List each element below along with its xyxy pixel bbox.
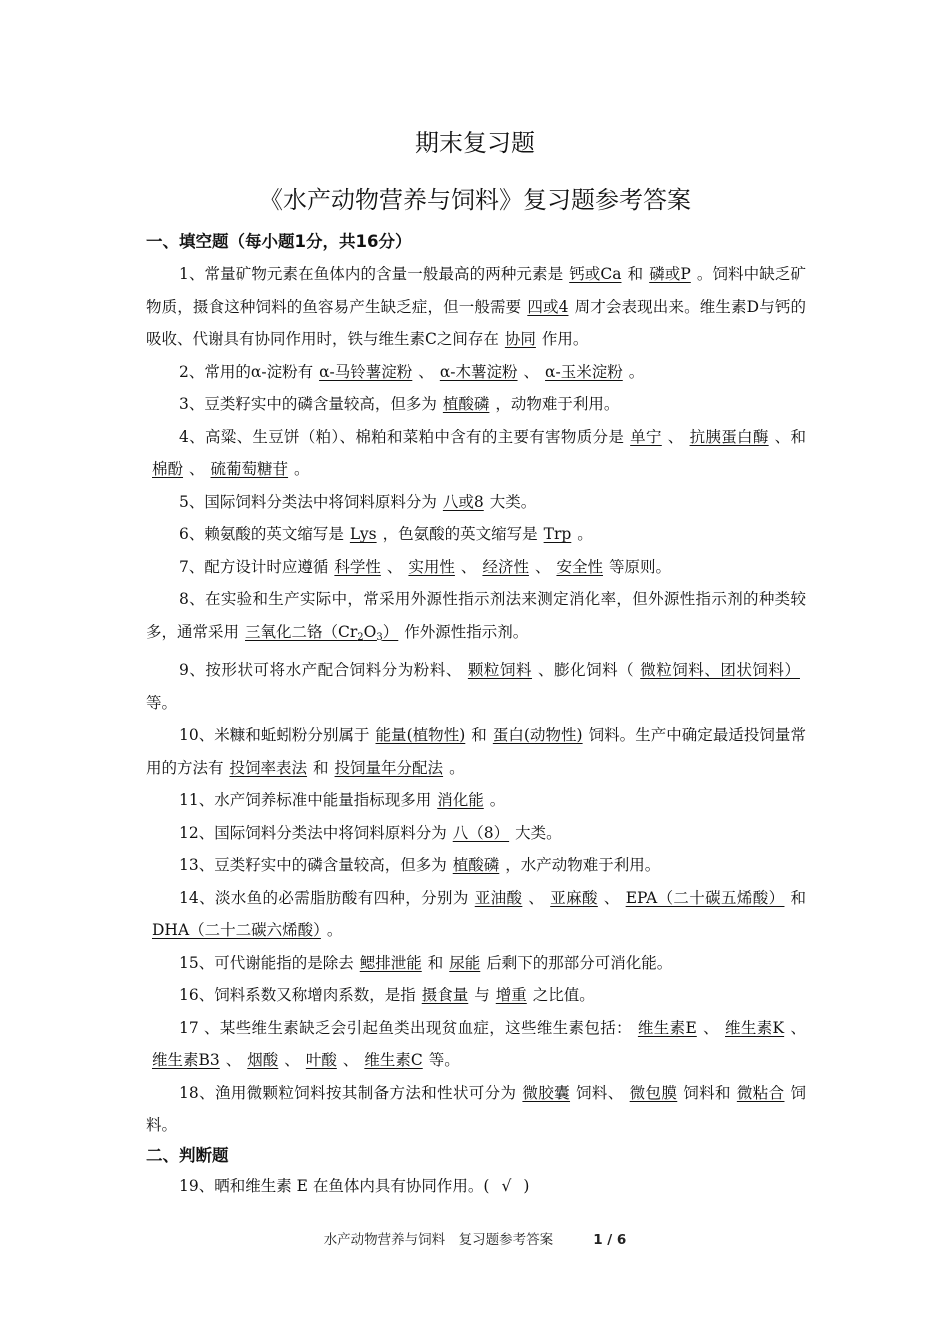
answer: 单宁: [630, 427, 662, 446]
answer: 颗粒饲料: [467, 661, 533, 679]
question-7: 7、配方设计时应遵循 科学性 、 实用性 、 经济性 、 安全性 等原则。: [179, 557, 671, 576]
answer: Trp: [543, 525, 572, 543]
question-8: 8、在实验和生产实际中，常采用外源性指示剂法来测定消化率，但外源性指示剂的种类较多，通常采用 三氧化二铬$(Cr_2O_3)$ 作外源性指示剂。: [146, 590, 806, 643]
answer: 三氧化二铬$(Cr_2O_3)$: [245, 622, 399, 643]
answer: DHA（二十二碳六烯酸）: [152, 921, 321, 939]
answer: 维生素C: [364, 1051, 423, 1069]
answer: 蛋白(动物性): [492, 726, 583, 744]
answer: 实用性: [408, 557, 455, 576]
answer: 科学性: [334, 557, 381, 576]
answer: α-马铃薯淀粉: [319, 362, 413, 381]
answer: 摄食量: [421, 986, 469, 1004]
answer: 硫葡萄糖苷: [210, 460, 289, 478]
answer: 维生素E: [637, 1018, 697, 1037]
answer: 投饲量年分配法: [334, 758, 444, 777]
question-16: 16、饲料系数又称增肉系数，是指 摄食量 与 增重 之比值。: [179, 986, 595, 1004]
question-9: 9、按形状可将水产配合饲料分为粉料、 颗粒饲料 、膨化饲料（ 微粒饲料、团状饲料）等。: [146, 654, 806, 719]
answer: 亚油酸: [474, 888, 523, 907]
section-heading-judgement: 二、判断题: [146, 1145, 229, 1165]
question-17: 17 、某些维生素缺乏会引起鱼类出现贫血症，这些维生素包括： 维生素E 、 维生素K 、维生素B3 、 烟酸 、 叶酸 、 维生素C 等。: [146, 1012, 806, 1077]
question-18: 18、渔用微颗粒饲料按其制备方法和性状可分为 微胶囊 饲料、 微包膜 饲料和 微粘合 饲料。: [146, 1083, 806, 1134]
answer: 投饲率表法: [229, 758, 308, 777]
answer: Lys: [349, 525, 377, 543]
question-11: 11、水产饲养标准中能量指标现多用 消化能 。: [179, 791, 506, 809]
answer: 尿能: [449, 953, 481, 972]
answer: EPA（二十碳五烯酸）: [625, 888, 785, 907]
answer: 烟酸: [247, 1051, 279, 1069]
footer-text: 水产动物营养与饲料 复习题参考答案: [323, 1232, 554, 1248]
answer: 维生素B3: [152, 1051, 220, 1069]
answer: 植酸磷: [442, 395, 490, 413]
question-19: 19、晒和维生素 E 在鱼体内具有协同作用。( √ ): [179, 1176, 530, 1195]
answer: 八或8: [442, 492, 484, 511]
answer: 经济性: [482, 557, 529, 576]
answer: 鳃排泄能: [359, 953, 422, 972]
page-footer: [0, 1230, 950, 1250]
answer: 微粒饲料、团状饲料）: [640, 661, 800, 679]
question-list: [146, 258, 806, 1202]
question-1: 1、常量矿物元素在鱼体内的含量一般最高的两种元素是 钙或Ca 和 磷或P 。饲料中缺乏矿物质，摄食这种饲料的鱼容易产生缺乏症，但一般需要 四或4 周才会表现出来。维生素D与钙的吸收、代谢具有协同作用时，铁与维生素C之间存在 协同 作用。: [146, 265, 806, 348]
answer: 能量(植物性): [375, 726, 466, 744]
answer: √: [501, 1176, 512, 1195]
answer: 增重: [495, 986, 527, 1004]
section-heading-fill-in: 一、填空题（每小题1分，共16分）: [146, 232, 412, 251]
question-14: 14、淡水鱼的必需脂肪酸有四种，分别为 亚油酸 、 亚麻酸 、 EPA（二十碳五烯酸） 和DHA（二十二碳六烯酸） 。: [146, 882, 806, 947]
page-title: 期末复习题: [415, 129, 535, 157]
question-3: 3、豆类籽实中的磷含量较高，但多为 植酸磷 ，动物难于利用。: [179, 395, 620, 413]
question-12: 12、国际饲料分类法中将饲料原料分为 八（8） 大类。: [179, 823, 562, 842]
answer: 棉酚: [152, 460, 184, 478]
question-4: 4、高粱、生豆饼（粕）、棉粕和菜粕中含有的主要有害物质分是 单宁 、 抗胰蛋白酶 、和棉酚 、 硫葡萄糖苷 。: [146, 421, 806, 486]
answer: 植酸磷: [452, 856, 500, 874]
answer: 磷或P: [649, 265, 691, 283]
question-10: 10、米糠和蚯蚓粉分别属于 能量(植物性) 和 蛋白(动物性) 饲料。生产中确定最适投饲量常用的方法有 投饲率表法 和 投饲量年分配法 。: [146, 726, 806, 777]
answer: 维生素K: [725, 1018, 785, 1037]
answer: 消化能: [437, 791, 484, 809]
answer: 叶酸: [305, 1051, 337, 1069]
answer: 微胶囊: [522, 1083, 571, 1102]
question-2: 2、常用的α-淀粉有 α-马铃薯淀粉 、 α-木薯淀粉 、 α-玉米淀粉 。: [179, 362, 645, 381]
question-5: 5、国际饲料分类法中将饲料原料分为 八或8 大类。: [179, 492, 537, 511]
answer: 亚麻酸: [550, 888, 598, 907]
answer: 钙或Ca: [569, 265, 622, 283]
page-number: 1 / 6: [593, 1232, 627, 1248]
answer: 微包膜: [629, 1083, 678, 1102]
question-15: 15、可代谢能指的是除去 鳃排泄能 和 尿能 后剩下的那部分可消化能。: [179, 953, 673, 972]
answer: 安全性: [556, 557, 603, 576]
answer: α-玉米淀粉: [545, 362, 623, 381]
answer: 协同: [504, 330, 536, 348]
answer: 抗胰蛋白酶: [689, 427, 769, 446]
answer: 八（8）: [452, 823, 510, 842]
answer: α-木薯淀粉: [439, 362, 518, 381]
answer: 微粘合: [736, 1083, 785, 1102]
document-subtitle: 《水产动物营养与饲料》复习题参考答案: [259, 186, 691, 214]
question-6: 6、赖氨酸的英文缩写是 Lys ，色氨酸的英文缩写是 Trp 。: [179, 525, 593, 543]
answer: 四或4: [527, 297, 569, 316]
question-13: 13、豆类籽实中的磷含量较高，但多为 植酸磷 ，水产动物难于利用。: [179, 856, 661, 874]
